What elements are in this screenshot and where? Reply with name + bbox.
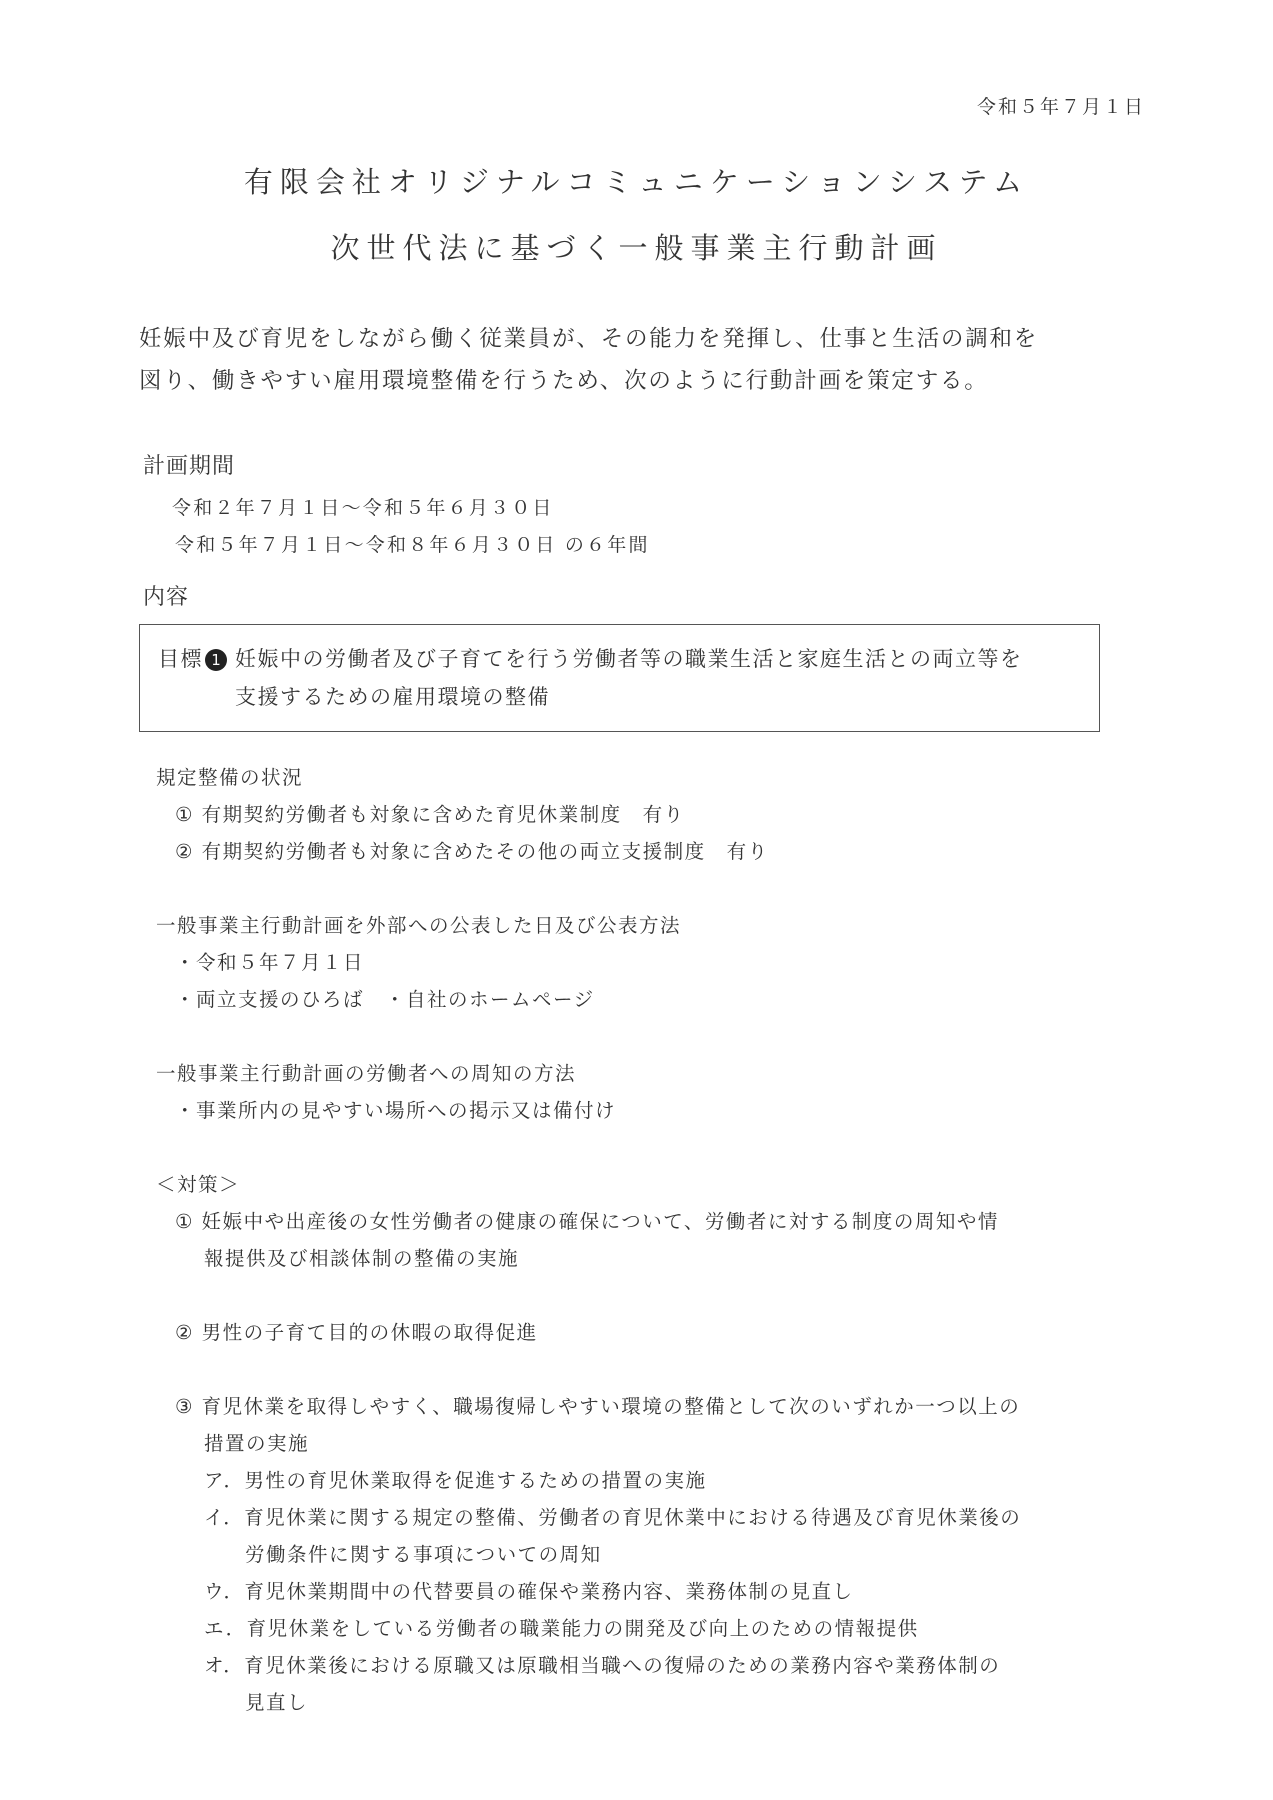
measure-3-sub-i-line-1: イ．育児休業に関する規定の整備、労働者の育児休業中における待遇及び育児休業後の (204, 1506, 1022, 1529)
measure-3-line-1: ③ 育児休業を取得しやすく、職場復帰しやすい環境の整備として次のいずれか一つ以上の (175, 1395, 1021, 1418)
goal-box (139, 624, 1100, 732)
period-line-1: 令和２年７月１日〜令和５年６月３０日 (172, 497, 554, 519)
measure-3-sub-i-line-2: 労働条件に関する事項についての周知 (245, 1543, 602, 1566)
measure-3-sub-o-line-2: 見直し (245, 1691, 309, 1714)
measure-1-line-2: 報提供及び相談体制の整備の実施 (204, 1247, 520, 1270)
publication-item-2: ・両立支援のひろば ・自社のホームページ (175, 988, 595, 1011)
period-line-2: 令和５年７月１日〜令和８年６月３０日 の６年間 (175, 534, 650, 556)
intro-line-2: 図り、働きやすい雇用環境整備を行うため、次のように行動計画を策定する。 (139, 368, 989, 394)
measure-3-line-2: 措置の実施 (204, 1432, 310, 1455)
notice-heading: 一般事業主行動計画の労働者への周知の方法 (156, 1062, 577, 1085)
rules-heading: 規定整備の状況 (156, 766, 304, 789)
rules-item-1: ① 有期契約労働者も対象に含めた育児休業制度 有り (175, 803, 685, 826)
measure-3-sub-e: エ．育児休業をしている労働者の職業能力の開発及び向上のための情報提供 (204, 1617, 919, 1640)
content-heading: 内容 (143, 585, 190, 610)
measure-3-sub-o-line-1: オ．育児休業後における原職又は原職相当職への復帰のための業務内容や業務体制の (204, 1654, 1001, 1677)
goal-text-line-1: 妊娠中の労働者及び子育てを行う労働者等の職業生活と家庭生活との両立等を (235, 647, 1023, 671)
measure-3-sub-u: ウ．育児休業期間中の代替要員の確保や業務内容、業務体制の見直し (204, 1580, 854, 1603)
measures-heading: ＜対策＞ (156, 1173, 241, 1196)
notice-item-1: ・事業所内の見やすい場所への掲示又は備付け (175, 1099, 617, 1122)
period-heading: 計画期間 (143, 454, 236, 479)
intro-line-1: 妊娠中及び育児をしながら働く従業員が、その能力を発揮し、仕事と生活の調和を (139, 326, 1039, 352)
publication-heading: 一般事業主行動計画を外部への公表した日及び公表方法 (156, 914, 682, 937)
measure-1-line-1: ① 妊娠中や出産後の女性労働者の健康の確保について、労働者に対する制度の周知や情 (175, 1210, 999, 1233)
rules-item-2: ② 有期契約労働者も対象に含めたその他の両立支援制度 有り (175, 840, 769, 863)
goal-number-badge: 1 (205, 649, 227, 671)
company-name: 有限会社オリジナルコミュニケーションシステム (243, 165, 1030, 199)
goal-label-wrap (158, 643, 227, 673)
goal-text-line-2: 支援するための雇用環境の整備 (235, 685, 550, 709)
publication-item-1: ・令和５年７月１日 (175, 951, 365, 974)
goal-label: 目標 (158, 647, 203, 671)
document-title: 次世代法に基づく一般事業主行動計画 (330, 231, 943, 265)
measure-2: ② 男性の子育て目的の休暇の取得促進 (175, 1321, 538, 1344)
document-date: 令和５年７月１日 (976, 96, 1145, 118)
measure-3-sub-a: ア．男性の育児休業取得を促進するための措置の実施 (204, 1469, 707, 1492)
